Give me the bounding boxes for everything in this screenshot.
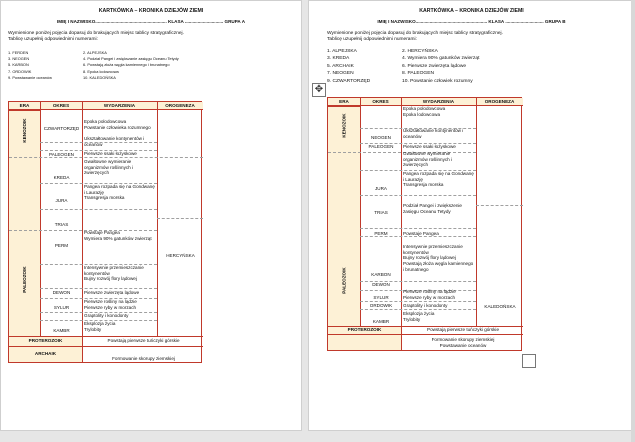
- event-cell: Formowanie skorupy ziemskiej: [112, 356, 175, 361]
- name-class-line: IMIĘ I NAZWISKO........................................................ KLASA .............................. GRUPA B: [377, 19, 566, 24]
- event-cell: Gwałtowne wymieranie organizmów roślinnych i zwierzęcych: [84, 159, 134, 176]
- keyword-item: 2. HERCYŃSKA: [402, 49, 438, 54]
- event-cell: Pangea rozpada się na Gondwanę i Laurazję Transgresja morska: [84, 184, 155, 201]
- event-cell: Pierwsze rośliny na lądzie Pierwsze ryby w morzach: [84, 299, 137, 310]
- header-events: WYDARZENIA: [103, 103, 136, 108]
- period-perm: PERM: [54, 243, 69, 248]
- keyword-list: [327, 48, 512, 85]
- keyword-item: 6. Powstają złoża węgla kamiennego i brunatnego: [83, 62, 170, 68]
- period-jura: JURA: [375, 186, 387, 191]
- keyword-item: 8. Epoka lodowcowa: [83, 68, 119, 74]
- event-cell: Graptolity i konodonty: [84, 313, 129, 318]
- instructions: [8, 31, 184, 44]
- period-dewon: DEWON: [52, 290, 71, 295]
- period-kambr: KAMBR: [372, 319, 390, 324]
- event-cell: Formowanie skorupy ziemskiej Powstawanie oceanów: [431, 337, 495, 348]
- event-cell: Eksplozja życia Trylobity: [84, 321, 116, 332]
- keyword-item: 6. Pierwsze zwierzęta lądowe: [402, 63, 467, 69]
- event-cell: Powstają pierwsze tuńczyki górskie: [427, 327, 499, 332]
- keyword-item: 3. KREDA: [327, 56, 350, 62]
- instruction-line-2: Tablicę uzupełnij odpowiednimi numerami:: [8, 37, 98, 43]
- keyword-item: 7. NEOGEN: [327, 71, 354, 77]
- header-era: ERA: [19, 103, 30, 108]
- event-cell: Powstaje Pangea Wymiera 90% gatunków zwierząt: [84, 230, 152, 241]
- event-cell: Powstają pierwsze tuńczyki górskie: [107, 338, 180, 343]
- stratigraphic-table: [327, 97, 522, 351]
- period-karbon: KARBON: [371, 272, 391, 277]
- period-perm: PERM: [374, 231, 388, 236]
- keyword-item: 3. NEOGEN: [8, 56, 30, 62]
- document-page-group-a: [0, 0, 302, 431]
- period-kambr: KAMBR: [53, 328, 70, 333]
- page-title: KARTKÓWKA – KRONIKA DZIEJÓW ZIEMI: [419, 8, 524, 14]
- event-cell: Pierwsze rośliny na lądzie Pierwsze ryby w morzach: [403, 289, 456, 300]
- keyword-item: 2. ALPEJSKA: [83, 50, 107, 55]
- period-kreda: KREDA: [53, 175, 70, 180]
- keyword-item: 1. FERDEN: [8, 50, 29, 55]
- vertical-scrollbar[interactable]: [631, 0, 635, 442]
- move-cross-icon[interactable]: ✥: [312, 83, 326, 97]
- event-cell: Podział Pangei i zwiększenie zasięgu Oceanu Tetydy: [403, 203, 462, 214]
- event-cell: Eksplozja życia Trylobity: [403, 311, 435, 322]
- keyword-item: 4. Podział Pangei i zwiększanie zasięgu Oceanu Tetydy: [83, 56, 179, 62]
- header-events: WYDARZENIA: [422, 99, 455, 104]
- era-archaik: ARCHAIK: [34, 351, 57, 356]
- period-trias: TRIAS: [374, 210, 388, 215]
- event-cell: Pierwsze ssaki łożyskowe: [84, 151, 137, 156]
- orogeny-kaledonska: KALEDOŃSKA: [484, 304, 516, 309]
- keyword-item: 9. CZWARTORZĘD: [327, 78, 371, 84]
- event-cell: Ukształtowanie kontynentów i oceanów: [403, 128, 464, 139]
- period-paleogen: PALEOGEN: [49, 152, 74, 157]
- page-title: KARTKÓWKA – KRONIKA DZIEJÓW ZIEMI: [98, 8, 204, 14]
- text-box-corner[interactable]: [522, 354, 536, 368]
- instruction-line-2: Tablicę uzupełnij odpowiednimi numerami:: [327, 37, 417, 43]
- instructions: [327, 31, 503, 44]
- event-cell: Pierwsze zwierzęta lądowe: [84, 290, 140, 295]
- event-cell: Pangea rozpada się na Gondwanę i Laurazję Transgresja morska: [403, 171, 474, 188]
- name-class-line: IMIĘ I NAZWISKO........................................................ KLASA .............................. GRUPA A: [56, 19, 246, 24]
- era-proterozoik: PROTEROZOIK: [347, 327, 382, 332]
- period-neogen: NEOGEN: [371, 135, 391, 140]
- event-cell: Powstaje Pangea: [403, 231, 439, 236]
- keyword-item: 5. ARCHAIK: [327, 63, 354, 69]
- keyword-item: 9. Powstawanie oceanów: [8, 74, 52, 80]
- event-cell: Epoka polodowcowa Epoka lodowcowa: [403, 106, 446, 117]
- header-period: OKRES: [372, 99, 389, 104]
- keyword-item: 4. Wymiera 90% gatunków zwierząt: [402, 56, 480, 62]
- event-cell: Intensywnie przemieszczanie kontynentów Bujny rozwój flory lądowej Powstają złoża węgla kamiennego i brunatnego: [403, 244, 474, 272]
- keyword-list: [8, 50, 193, 81]
- period-sylur: SYLUR: [53, 305, 70, 310]
- keyword-item: 8. PALEOGEN: [402, 71, 434, 77]
- keyword-item: 10. Powstanie człowiek rozumny: [402, 78, 473, 84]
- event-cell: Ukształtowanie kontynentów i oceanów: [84, 136, 145, 147]
- instruction-line-1: Wymienione poniżej pojęcia dopasuj do brakujących miejsc tablicy stratygraficznej.: [8, 31, 184, 36]
- orogeny-hercynska: HERCYŃSKA: [166, 253, 195, 258]
- event-cell: Epoka polodowcowa Powstanie człowieka rozumnego: [84, 119, 151, 130]
- period-jura: JURA: [55, 198, 68, 203]
- era-paleozoik: PALEOZOIK: [341, 267, 347, 294]
- period-czwartorzed: CZWARTORZĘD: [43, 126, 80, 131]
- period-ordowik: ORDOWIK: [369, 303, 393, 308]
- period-dewon: DEWON: [372, 282, 390, 287]
- era-proterozoik: PROTEROZOIK: [28, 338, 63, 343]
- stratigraphic-table: [8, 101, 202, 363]
- period-sylur: SYLUR: [373, 295, 389, 300]
- header-orogeny: OROGENEZA: [165, 103, 195, 108]
- keyword-item: 1. ALPEJSKA: [327, 49, 357, 54]
- event-cell: Pierwsze ssaki łożyskowe: [403, 144, 456, 149]
- header-era: ERA: [339, 99, 349, 104]
- era-kenozoik: KENOZOIK: [341, 113, 347, 138]
- keyword-item: 5. KARBON: [8, 62, 29, 68]
- event-cell: Gwałtowne wymieranie organizmów roślinnych i zwierzęcych: [403, 151, 453, 168]
- era-paleozoik: PALEOZOIK: [22, 266, 27, 293]
- era-kenozoik: KENOZOIK: [22, 118, 27, 143]
- instruction-line-1: Wymienione poniżej pojęcia dopasuj do brakujących miejsc tablicy stratygraficznej.: [327, 31, 503, 36]
- period-trias: TRIAS: [54, 222, 69, 227]
- header-orogeny: OROGENEZA: [484, 99, 515, 104]
- event-cell: Intensywnie przemieszczanie kontynentów Bujny rozwój flory lądowej: [84, 265, 144, 282]
- keyword-item: 7. ORDOWIK: [8, 68, 32, 74]
- event-cell: Graptolity i konodonty: [403, 303, 448, 308]
- header-period: OKRES: [52, 103, 70, 108]
- keyword-item: 10. KALEDOŃSKA: [83, 74, 116, 80]
- document-page-group-b: [308, 0, 635, 431]
- period-paleogen: PALEOGEN: [368, 144, 394, 149]
